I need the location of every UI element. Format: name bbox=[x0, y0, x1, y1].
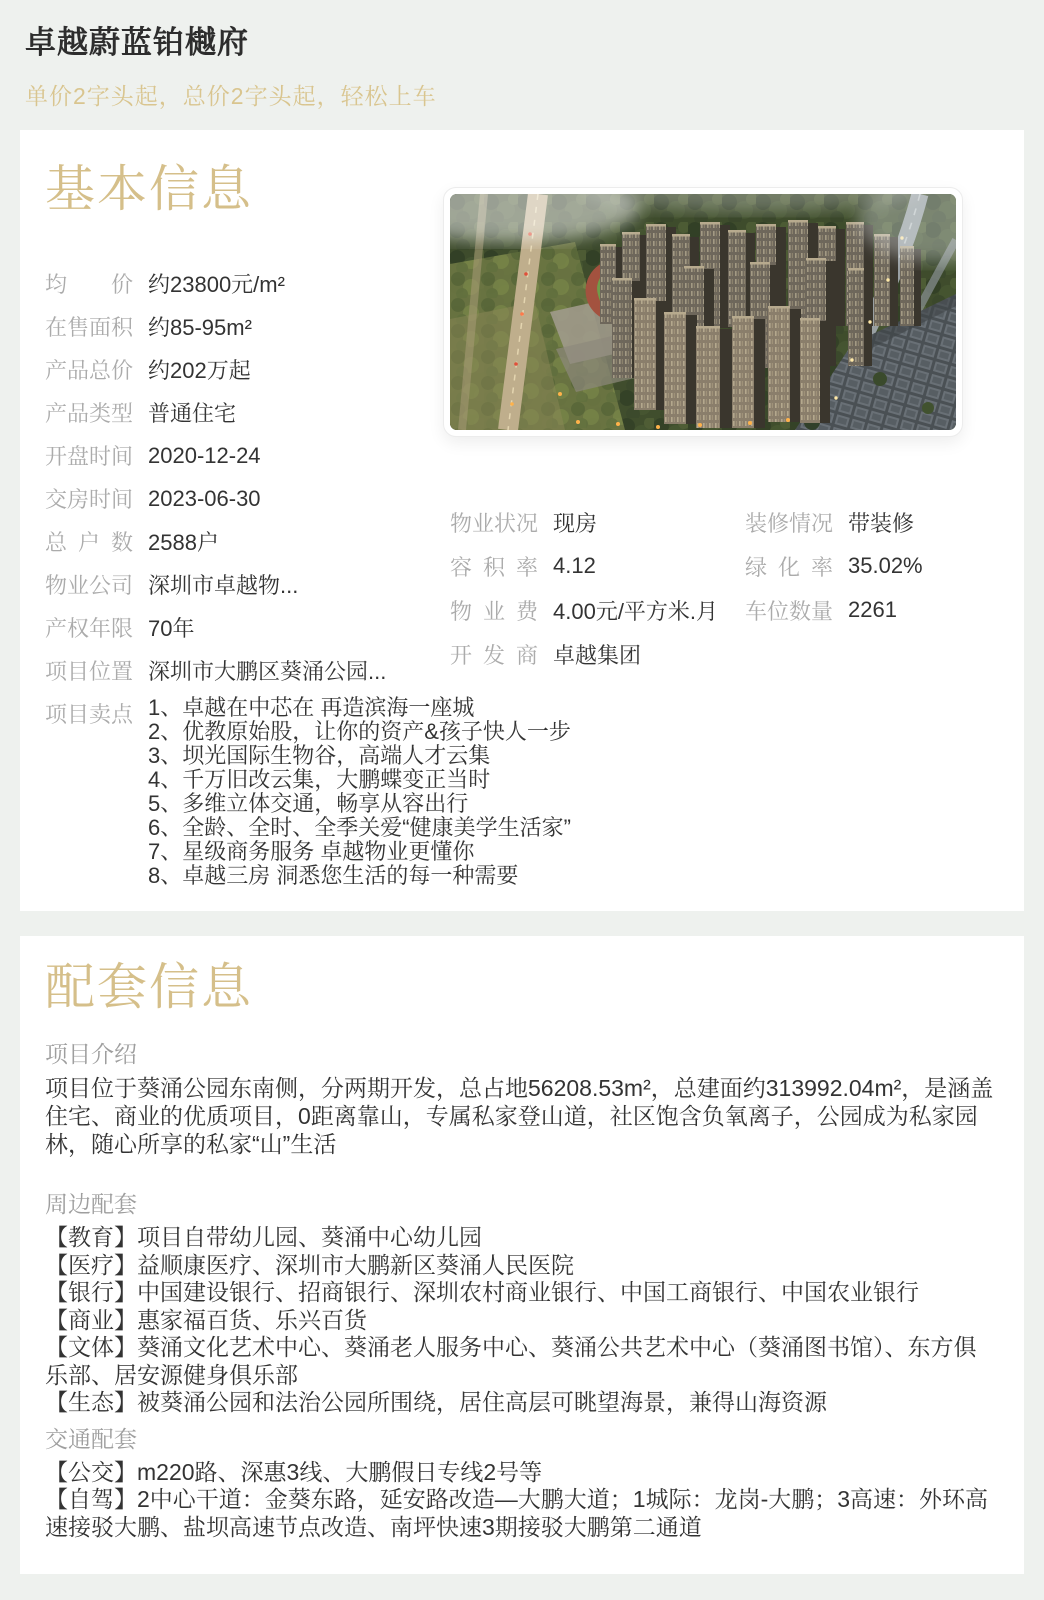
info-label: 产权年限 bbox=[45, 616, 134, 641]
info-label: 开发商 bbox=[450, 642, 538, 668]
info-value: 带装修 bbox=[848, 510, 915, 536]
selling-points-row bbox=[45, 696, 999, 888]
info-pair bbox=[450, 551, 745, 582]
traffic-list bbox=[45, 1459, 999, 1542]
info-row bbox=[45, 606, 445, 649]
list-item: 【商业】惠家福百货、乐兴百货 bbox=[45, 1306, 367, 1333]
info-label: 容积率 bbox=[450, 554, 538, 580]
info-label: 绿化率 bbox=[745, 554, 833, 580]
info-row bbox=[450, 544, 1015, 588]
facilities-section-title: 配套信息 bbox=[45, 959, 253, 1015]
info-pair bbox=[745, 595, 897, 626]
basic-info-section-title: 基本信息 bbox=[45, 161, 253, 217]
facilities-card bbox=[20, 936, 1024, 1574]
surrounding-label: 周边配套 bbox=[45, 1191, 137, 1217]
info-row bbox=[450, 632, 1015, 676]
info-value: 深圳市大鹏区葵涌公园... bbox=[148, 659, 387, 684]
basic-info-card bbox=[20, 130, 1024, 911]
info-label: 在售面积 bbox=[45, 315, 134, 340]
info-label: 物业公司 bbox=[45, 573, 134, 598]
info-pair bbox=[450, 595, 745, 626]
list-item: 3、坝光国际生物谷，高端人才云集 bbox=[148, 743, 491, 768]
info-pair bbox=[745, 551, 923, 582]
info-label: 产品总价 bbox=[45, 358, 134, 383]
info-row bbox=[45, 348, 445, 391]
list-item: 【公交】m220路、深惠3线、大鹏假日专线2号等 bbox=[45, 1458, 543, 1485]
info-row bbox=[45, 520, 445, 563]
info-row bbox=[45, 262, 445, 305]
list-item: 4、千万旧改云集，大鹏蝶变正当时 bbox=[148, 767, 491, 792]
project-intro-label: 项目介绍 bbox=[45, 1041, 137, 1067]
basic-info-right-rows bbox=[450, 500, 1015, 676]
info-pair bbox=[450, 639, 745, 670]
info-value: 35.02% bbox=[848, 553, 923, 578]
info-label: 交房时间 bbox=[45, 487, 134, 512]
info-value: 2588户 bbox=[148, 530, 219, 555]
info-value: 4.12 bbox=[553, 553, 596, 578]
project-intro-text: 项目位于葵涌公园东南侧，分两期开发，总占地56208.53m²，总建面约313992.04m²，是涵盖住宅、商业的优质项目，0距离靠山，专属私家登山道，社区饱含负氧离子，公园成为私家园林，随心所享的私家“山”生活 bbox=[45, 1075, 994, 1157]
info-label: 产品类型 bbox=[45, 401, 134, 426]
info-label: 项目位置 bbox=[45, 659, 134, 684]
selling-points-list bbox=[148, 696, 571, 888]
traffic-label: 交通配套 bbox=[45, 1425, 137, 1452]
list-item: 【教育】项目自带幼儿园、葵涌中心幼儿园 bbox=[45, 1224, 482, 1250]
list-item: 【生态】被葵涌公园和法治公园所围绕，居住高层可眺望海景，兼得山海资源 bbox=[45, 1389, 827, 1415]
info-value: 约202万起 bbox=[148, 358, 251, 383]
info-value: 卓越集团 bbox=[553, 642, 642, 668]
list-item: 1、卓越在中芯在 再造滨海一座城 bbox=[148, 695, 475, 720]
basic-info-left-rows bbox=[45, 262, 445, 692]
info-label: 物业状况 bbox=[450, 510, 539, 536]
page-header bbox=[0, 0, 1044, 108]
list-item: 7、星级商务服务 卓越物业更懂你 bbox=[148, 839, 475, 864]
info-pair bbox=[745, 507, 914, 538]
info-pair bbox=[450, 507, 745, 538]
info-value: 70年 bbox=[148, 616, 195, 641]
info-row bbox=[45, 434, 445, 477]
info-row bbox=[45, 649, 445, 692]
info-value: 普通住宅 bbox=[148, 401, 237, 426]
property-subtitle: 单价2字头起，总价2字头起，轻松上车 bbox=[25, 83, 437, 109]
property-aerial-image bbox=[443, 187, 963, 437]
info-value: 2261 bbox=[848, 597, 897, 622]
list-item: 【自驾】2中心干道：金葵东路，延安路改造—大鹏大道；1城际：龙岗-大鹏；3高速：外环高速接驳大鹏、盐坝高速节点改造、南坪快速3期接驳大鹏第二通道 bbox=[45, 1486, 989, 1540]
info-label: 装修情况 bbox=[745, 510, 834, 536]
property-title: 卓越蔚蓝铂樾府 bbox=[25, 25, 249, 60]
info-value: 深圳市卓越物... bbox=[148, 573, 299, 598]
list-item: 【医疗】益顺康医疗、深圳市大鹏新区葵涌人民医院 bbox=[45, 1251, 574, 1278]
info-label: 开盘时间 bbox=[45, 444, 134, 469]
info-label: 物业费 bbox=[450, 598, 538, 624]
list-item: 2、优教原始股，让你的资产&孩子快人一步 bbox=[148, 719, 571, 744]
info-row bbox=[45, 391, 445, 434]
aerial-rendering-art bbox=[450, 194, 956, 430]
info-row bbox=[45, 477, 445, 520]
selling-points-label: 项目卖点 bbox=[45, 702, 134, 727]
info-label: 总户数 bbox=[45, 530, 133, 555]
info-label: 车位数量 bbox=[745, 598, 834, 624]
info-value: 约23800元/m² bbox=[148, 272, 285, 297]
info-value: 4.00元/平方米.月 bbox=[553, 598, 719, 624]
list-item: 【银行】中国建设银行、招商银行、深圳农村商业银行、中国工商银行、中国农业银行 bbox=[45, 1279, 919, 1305]
list-item: 【文体】葵涌文化艺术中心、葵涌老人服务中心、葵涌公共艺术中心（葵涌图书馆）、东方俱乐部、居安源健身俱乐部 bbox=[45, 1334, 977, 1388]
info-value: 现房 bbox=[553, 510, 598, 536]
list-item: 8、卓越三房 洞悉您生活的每一种需要 bbox=[148, 863, 519, 888]
info-label: 均价 bbox=[45, 272, 133, 297]
info-value: 2023-06-30 bbox=[148, 485, 261, 511]
info-value: 2020-12-24 bbox=[148, 442, 261, 468]
info-row bbox=[45, 563, 445, 606]
list-item: 5、多维立体交通，畅享从容出行 bbox=[148, 791, 469, 816]
info-value: 约85-95m² bbox=[148, 315, 252, 340]
surrounding-list bbox=[45, 1224, 999, 1417]
info-row bbox=[450, 500, 1015, 544]
info-row bbox=[450, 588, 1015, 632]
info-row bbox=[45, 305, 445, 348]
list-item: 6、全龄、全时、全季关爱“健康美学生活家” bbox=[148, 815, 571, 840]
